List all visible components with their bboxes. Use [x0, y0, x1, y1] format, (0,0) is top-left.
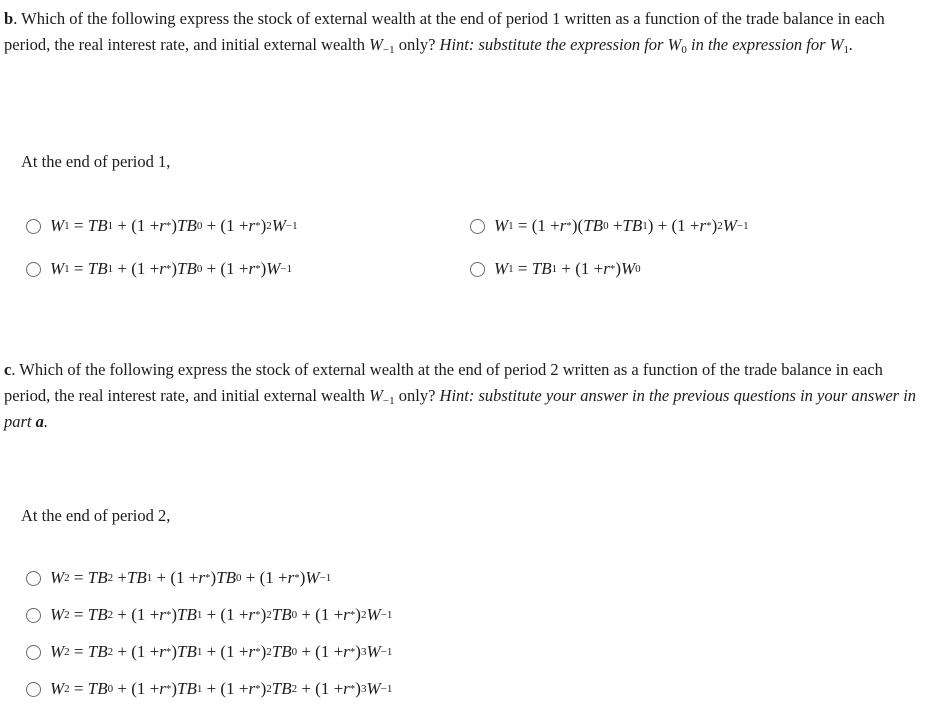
- radio-icon[interactable]: [470, 262, 485, 277]
- question-b-letter: b: [4, 9, 14, 28]
- radio-icon[interactable]: [470, 219, 485, 234]
- radio-icon[interactable]: [26, 682, 41, 697]
- radio-icon[interactable]: [26, 608, 41, 623]
- radio-icon[interactable]: [26, 645, 41, 660]
- radio-icon[interactable]: [26, 219, 41, 234]
- intro-period-1: At the end of period 1,: [21, 152, 171, 171]
- option-b3[interactable]: W 1 = TB 1 + (1 + r * ) TB 0 + (1 + r * ) W −1: [26, 259, 292, 279]
- question-b: b. Which of the following express the stock of external wealth at the end of period 1 written as a function of the trade balance in each period, the real interest rate, and initial external wealth $W_{-1}$ only? Hint: substitute the expression for $W_0$ in the expression for $W_1$.: [4, 9, 885, 56]
- option-c2[interactable]: W 2 = TB 2 + (1 + r * ) TB 1 + (1 + r * ) 2 TB 0 + (1 + r * ) 2 W −1: [26, 605, 392, 625]
- option-b4[interactable]: W 1 = TB 1 + (1 + r * ) W 0: [470, 259, 641, 279]
- radio-icon[interactable]: [26, 262, 41, 277]
- radio-icon[interactable]: [26, 571, 41, 586]
- option-b1[interactable]: W 1 = TB 1 + (1 + r * ) TB 0 + (1 + r * ) 2 W −1: [26, 216, 298, 236]
- option-c1[interactable]: W 2 = TB 2 + TB 1 + (1 + r * ) TB 0 + (1 + r * ) W −1: [26, 568, 331, 588]
- option-b2[interactable]: W 1 = (1 + r * )( TB 0 + TB 1 ) + (1 + r * ) 2 W −1: [470, 216, 749, 236]
- question-c-letter: c: [4, 360, 12, 379]
- option-c4[interactable]: W 2 = TB 0 + (1 + r * ) TB 1 + (1 + r * ) 2 TB 2 + (1 + r * ) 3 W −1: [26, 679, 392, 699]
- intro-period-2: At the end of period 2,: [21, 506, 171, 525]
- question-c: c. Which of the following express the stock of external wealth at the end of period 2 written as a function of the trade balance in each period, the real interest rate, and initial external wealth $W_{-1}$ only? Hint: substitute your answer in the previous questions in your answer in part a.: [4, 360, 917, 431]
- option-c3[interactable]: W 2 = TB 2 + (1 + r * ) TB 1 + (1 + r * ) 2 TB 0 + (1 + r * ) 3 W −1: [26, 642, 392, 662]
